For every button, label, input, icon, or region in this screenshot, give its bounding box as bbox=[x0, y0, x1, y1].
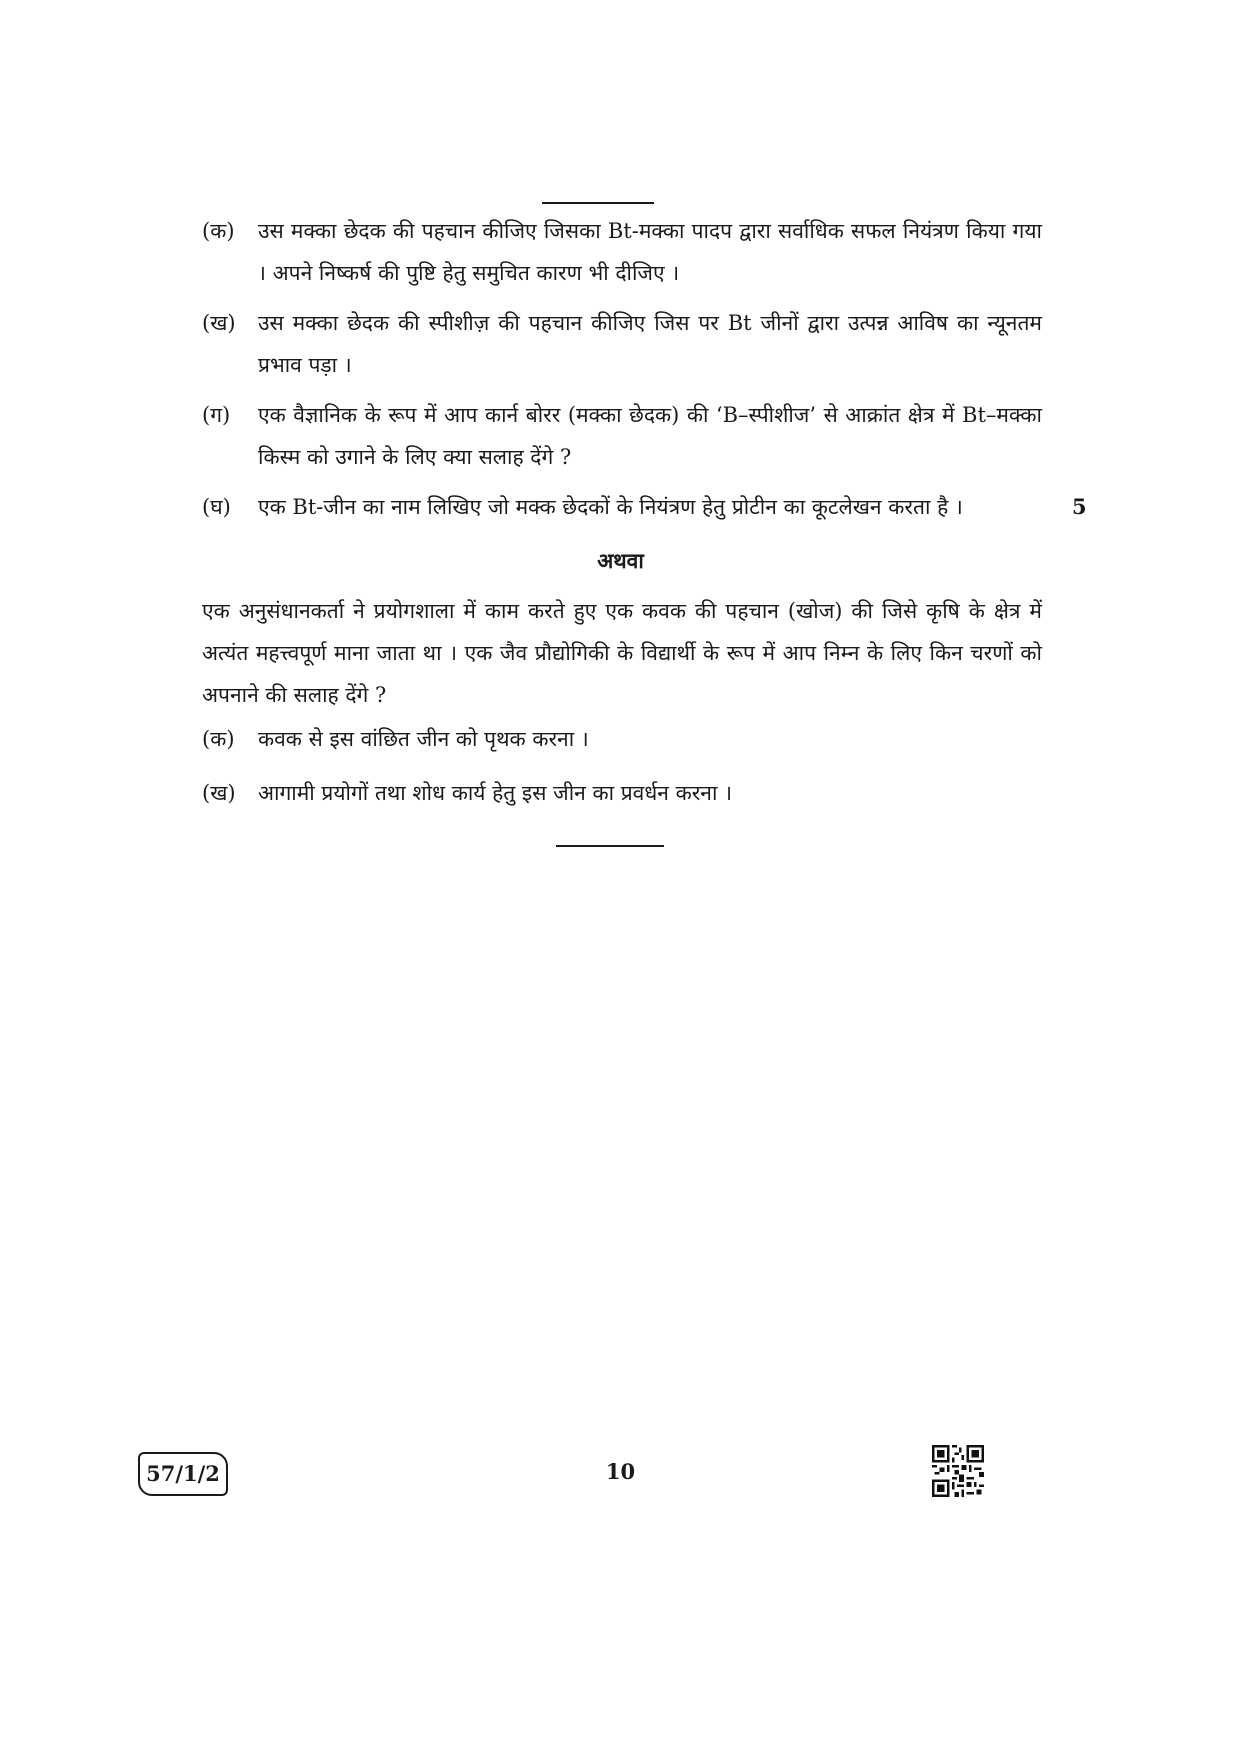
alt-question-item-kha bbox=[202, 772, 1042, 814]
top-divider bbox=[542, 202, 654, 204]
question-label: (ग) bbox=[202, 403, 231, 427]
question-text: कवक से इस वांछित जीन को पृथक करना । bbox=[258, 727, 589, 751]
question-label: (ख) bbox=[202, 781, 236, 805]
question-label: (क) bbox=[202, 219, 235, 243]
paper-code: 57/1/2 bbox=[138, 1452, 228, 1496]
question-label: (क) bbox=[202, 727, 235, 751]
bottom-divider bbox=[556, 845, 664, 847]
question-text: आगामी प्रयोगों तथा शोध कार्य हेतु इस जीन का प्रवर्धन करना । bbox=[258, 781, 733, 805]
question-item-gha bbox=[202, 486, 1042, 528]
alternative-paragraph: एक अनुसंधानकर्ता ने प्रयोगशाला में काम करते हुए एक कवक की पहचान (खोज) की जिसे कृषि के क्षेत्र में अत्यंत महत्त्वपूर्ण माना जाता था । एक जैव प्रौद्योगिकी के विद्यार्थी के रूप में आप निम्न के लिए किन चरणों को अपनाने की सलाह देंगे ? bbox=[202, 599, 1042, 707]
question-text: एक वैज्ञानिक के रूप में आप कार्न बोरर (मक्का छेदक) की ‘B–स्पीशीज’ से आक्रांत क्षेत्र में Bt–मक्का किस्म को उगाने के लिए क्या सलाह देंगे ? bbox=[258, 403, 1042, 469]
qr-code-icon bbox=[932, 1445, 984, 1497]
question-item-ga bbox=[202, 394, 1042, 478]
question-label: (ख) bbox=[202, 311, 236, 335]
question-label: (घ) bbox=[202, 495, 231, 519]
alt-question-item-ka bbox=[202, 718, 1042, 760]
question-text: एक Bt-जीन का नाम लिखिए जो मक्क छेदकों के नियंत्रण हेतु प्रोटीन का कूटलेखन करता है । bbox=[258, 495, 963, 519]
question-item-ka bbox=[202, 210, 1042, 294]
or-heading: अथवा bbox=[597, 548, 644, 573]
question-text: उस मक्का छेदक की पहचान कीजिए जिसका Bt-मक्का पादप द्वारा सर्वाधिक सफल नियंत्रण किया गया । अपने निष्कर्ष की पुष्टि हेतु समुचित कारण भी दीजिए । bbox=[258, 219, 1042, 285]
question-text: उस मक्का छेदक की स्पीशीज़ की पहचान कीजिए जिस पर Bt जीनों द्वारा उत्पन्न आविष का न्यूनतम प्रभाव पड़ा । bbox=[258, 311, 1042, 377]
question-item-kha bbox=[202, 302, 1042, 386]
marks-label: 5 bbox=[1072, 494, 1087, 519]
page-number: 10 bbox=[605, 1459, 636, 1484]
